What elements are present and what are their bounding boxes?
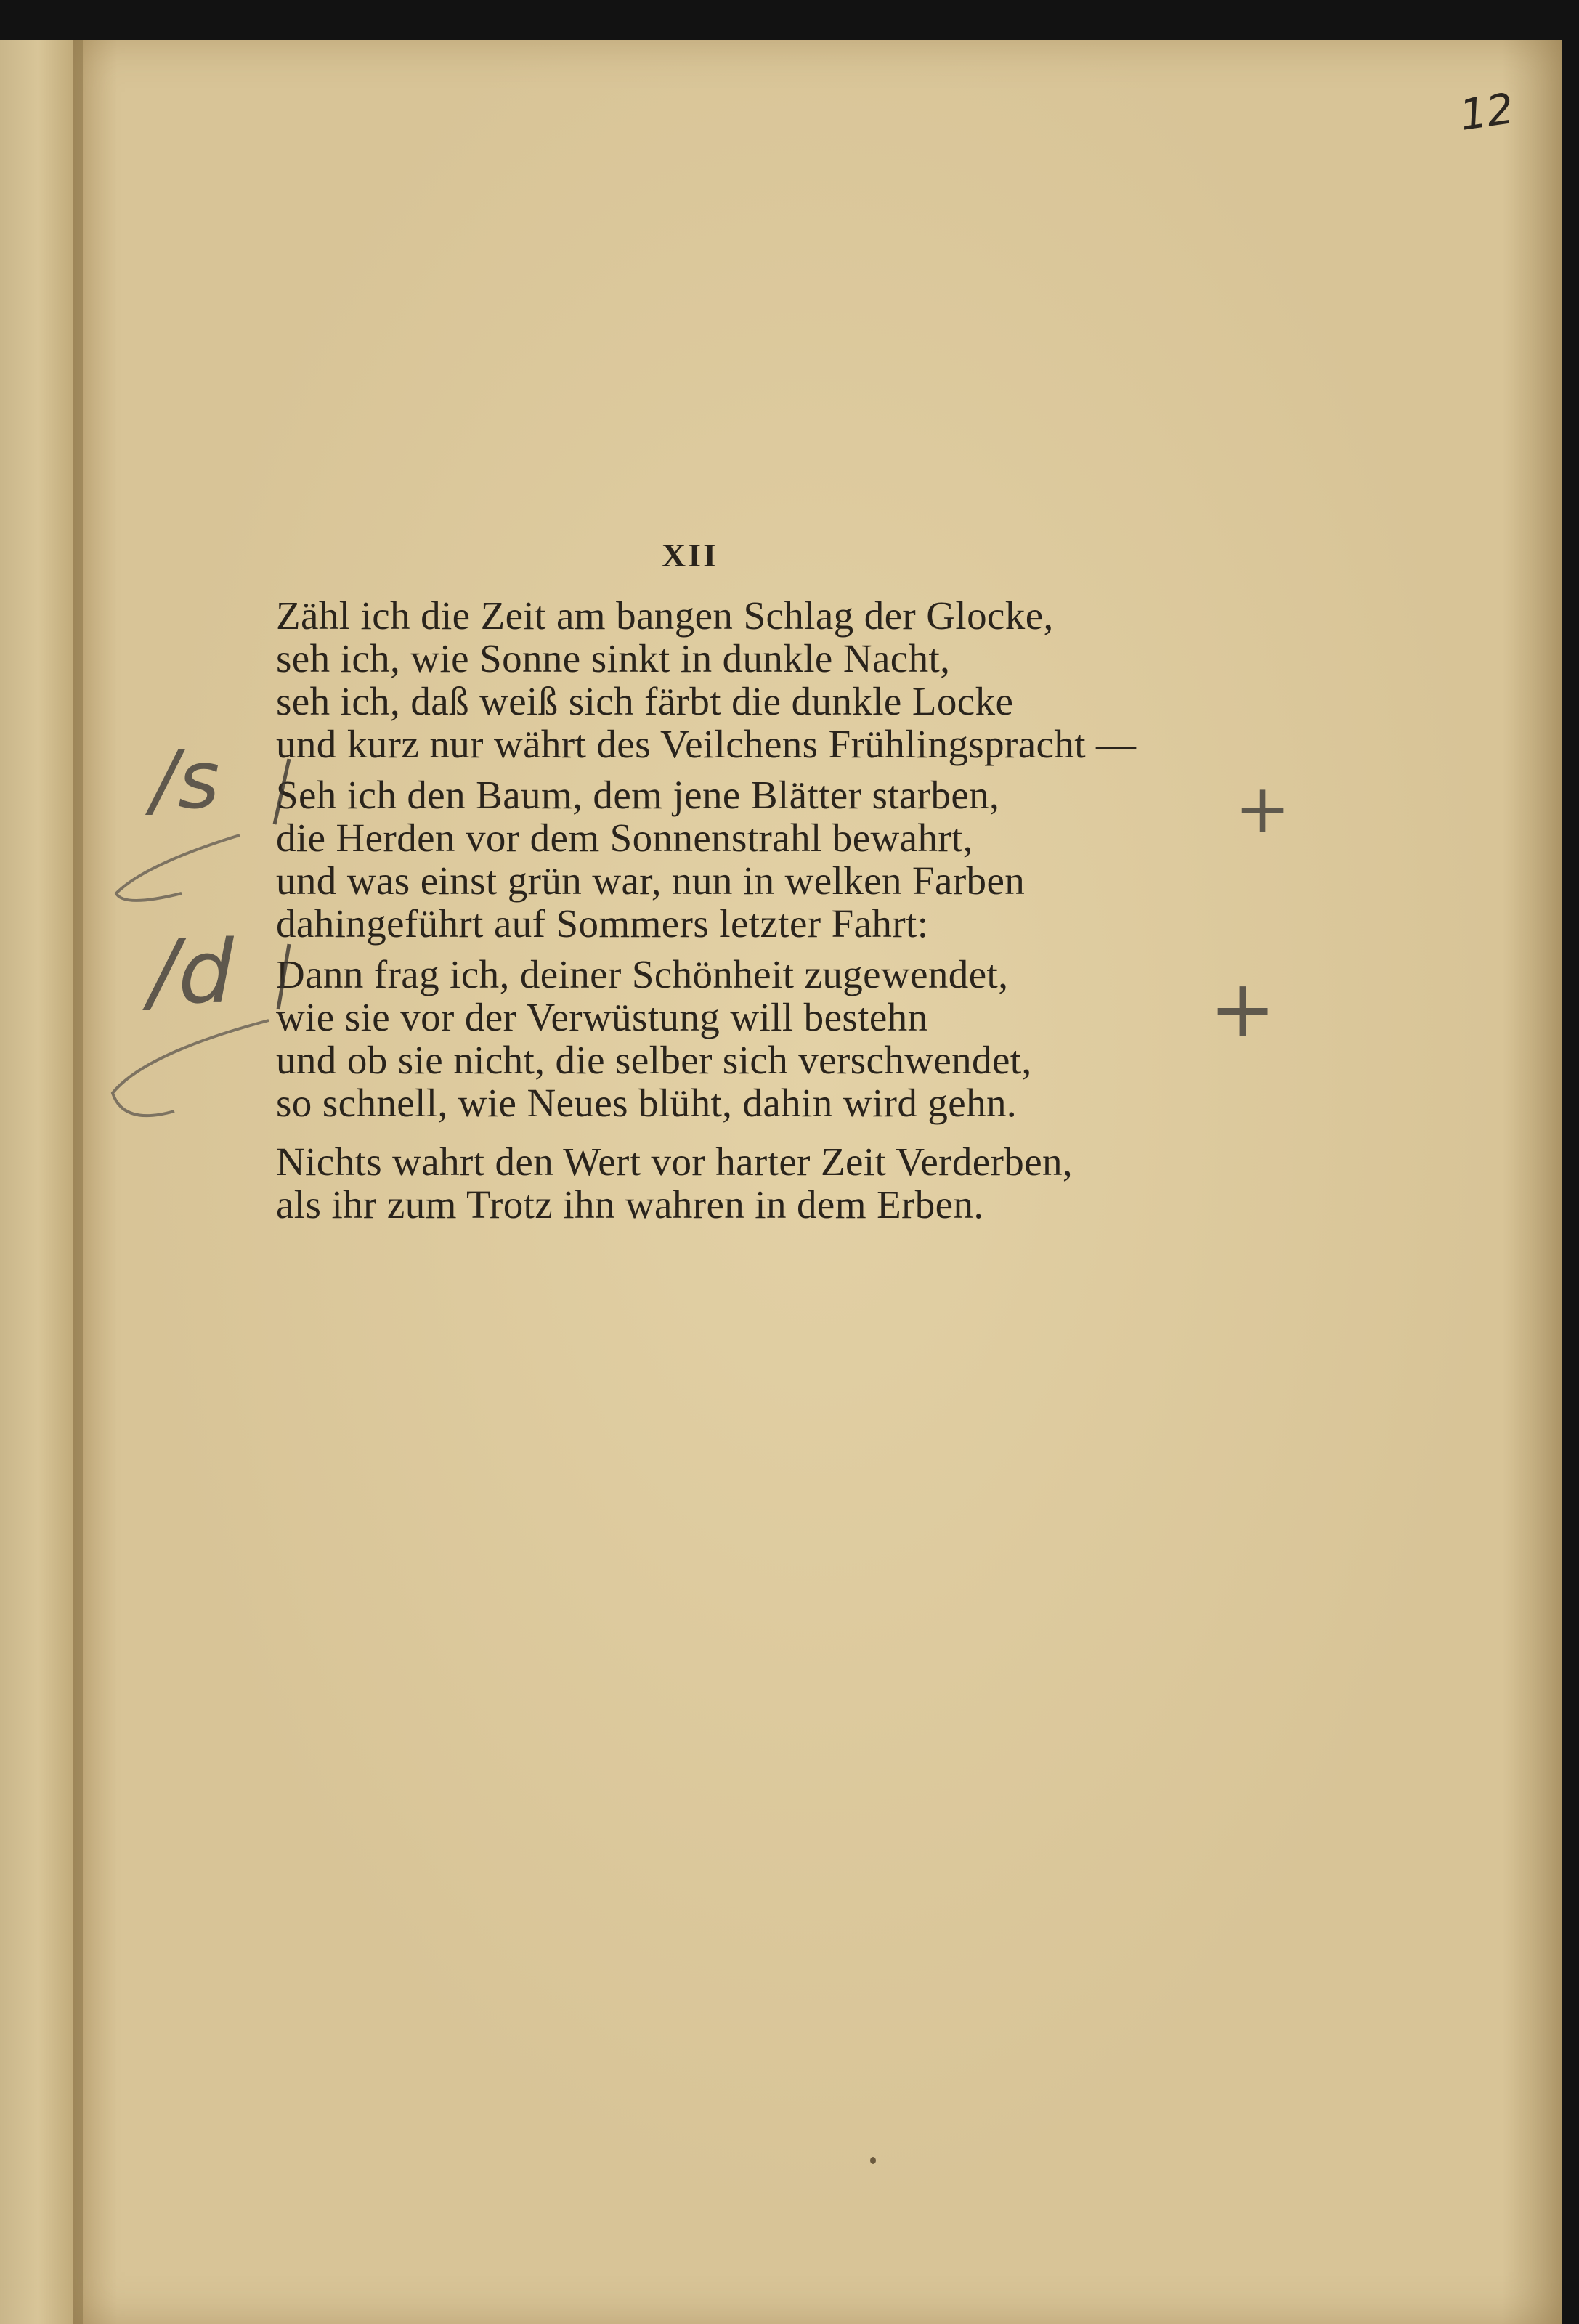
poem-line: und kurz nur währt des Veilchens Frühlingspracht — — [276, 722, 1137, 766]
poem-line: Seh ich den Baum, dem jene Blätter starben, — [276, 773, 1000, 817]
poem-line: dahingeführt auf Sommers letzter Fahrt: — [276, 901, 929, 946]
stanza-2 — [276, 773, 1307, 945]
poem-line: Zähl ich die Zeit am bangen Schlag der Glocke, — [276, 593, 1054, 638]
stanza-couplet — [276, 1140, 1307, 1226]
previous-page-edge — [0, 40, 76, 2324]
poem-title: XII — [661, 537, 719, 574]
pencil-cross-mark: + — [1235, 770, 1291, 848]
poem-line: Nichts wahrt den Wert vor harter Zeit Verderben, — [276, 1139, 1073, 1184]
page-gutter — [73, 40, 83, 2324]
poem — [276, 534, 1307, 1234]
stanza-1 — [276, 594, 1307, 765]
poem-line: als ihr zum Trotz ihn wahren in dem Erben. — [276, 1182, 984, 1227]
stanza-3 — [276, 953, 1307, 1124]
paper-speck — [870, 2157, 876, 2164]
handwritten-page-number: 12 — [1456, 84, 1517, 140]
pencil-margin-note: /s — [151, 734, 220, 826]
pencil-margin-note: /d — [149, 922, 234, 1023]
poem-line: wie sie vor der Verwüstung will bestehn — [276, 995, 928, 1039]
poem-line: die Herden vor dem Sonnenstrahl bewahrt, — [276, 816, 973, 860]
poem-line: seh ich, wie Sonne sinkt in dunkle Nacht, — [276, 636, 951, 680]
poem-line: seh ich, daß weiß sich färbt die dunkle Locke — [276, 679, 1014, 723]
poem-line: Dann frag ich, deiner Schönheit zugewendet, — [276, 952, 1009, 996]
poem-line: und ob sie nicht, die selber sich verschwendet, — [276, 1038, 1032, 1082]
poem-line: und was einst grün war, nun in welken Farben — [276, 858, 1026, 903]
pencil-cross-mark: + — [1209, 962, 1277, 1055]
poem-line: so schnell, wie Neues blüht, dahin wird gehn. — [276, 1081, 1018, 1125]
